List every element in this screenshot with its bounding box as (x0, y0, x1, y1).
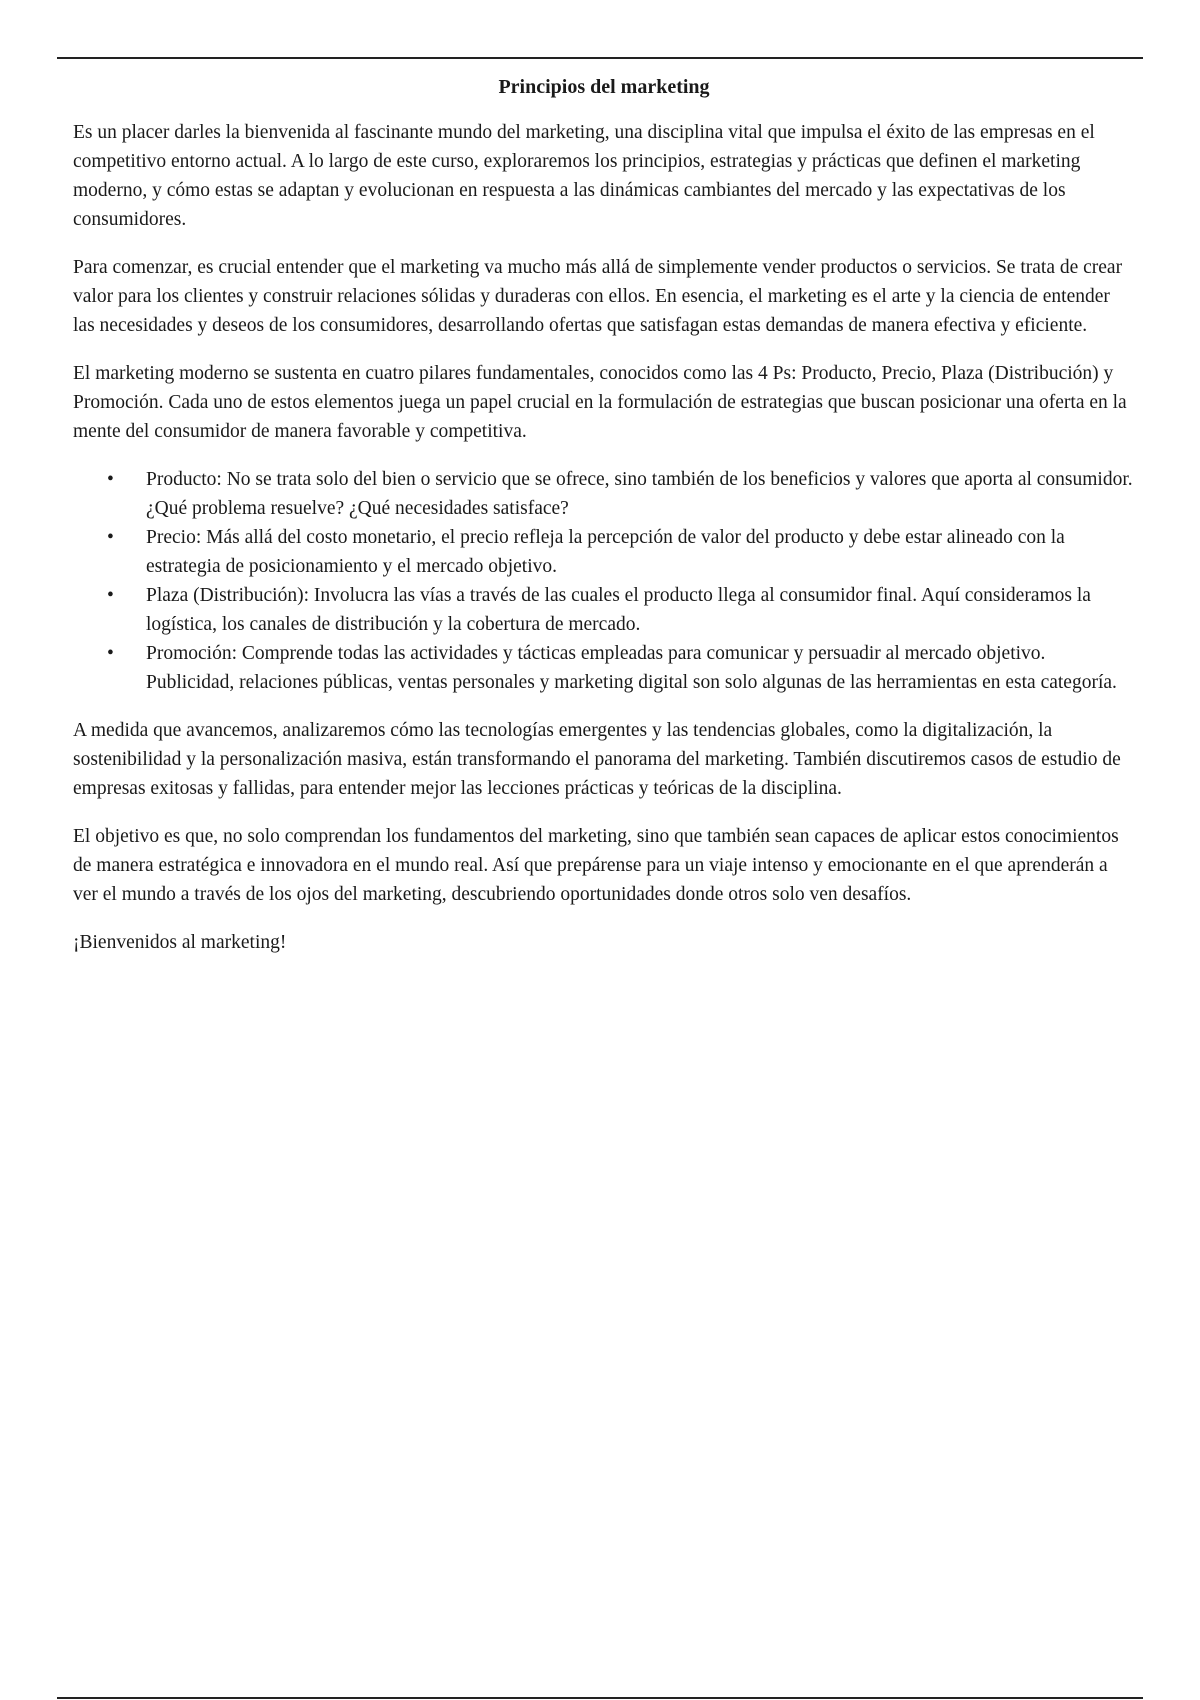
list-item-text: Precio: Más allá del costo monetario, el precio refleja la percepción de valor del producto y debe estar alineado con la estrategia de posicionamiento y el mercado objetivo. (146, 527, 1065, 577)
list-item-plaza (73, 581, 1135, 639)
bullet-icon: • (107, 643, 114, 664)
paragraph-trends: A medida que avancemos, analizaremos cómo las tecnologías emergentes y las tendencias globales, como la digitalización, la sostenibilidad y la personalización masiva, están transformando el panorama del marketing. También discutiremos casos de estudio de empresas exitosas y fallidas, para entender mejor las lecciones prácticas y teóricas de la disciplina. (73, 720, 1121, 799)
list-item-text: Promoción: Comprende todas las actividades y tácticas empleadas para comunicar y persuadir al mercado objetivo. Publicidad, relaciones públicas, ventas personales y marketing digital son solo algunas de las herramientas en esta categoría. (146, 643, 1117, 693)
paragraph-welcome: Es un placer darles la bienvenida al fascinante mundo del marketing, una disciplina vital que impulsa el éxito de las empresas en el competitivo entorno actual. A lo largo de este curso, exploraremos los principios, estrategias y prácticas que definen el marketing moderno, y cómo estas se adaptan y evolucionan en respuesta a las dinámicas cambiantes del mercado y las expectativas de los consumidores. (73, 122, 1095, 230)
bullet-icon: • (107, 527, 114, 548)
document-title: Principios del marketing (498, 76, 710, 98)
paragraph-value: Para comenzar, es crucial entender que el marketing va mucho más allá de simplemente vender productos o servicios. Se trata de crear valor para los clientes y construir relaciones sólidas y duraderas con ellos. En esencia, el marketing es el arte y la ciencia de entender las necesidades y deseos de los consumidores, desarrollando ofertas que satisfagan estas demandas de manera efectiva y eficiente. (73, 257, 1123, 336)
list-item-text: Plaza (Distribución): Involucra las vías a través de las cuales el producto llega al consumidor final. Aquí consideramos la logística, los canales de distribución y la cobertura de mercado. (146, 585, 1091, 635)
bottom-rule (57, 1697, 1143, 1699)
bullet-icon: • (107, 585, 114, 606)
list-item-text: Producto: No se trata solo del bien o servicio que se ofrece, sino también de los beneficios y valores que aporta al consumidor. ¿Qué problema resuelve? ¿Qué necesidades satisface? (146, 469, 1133, 519)
list-item-producto (73, 465, 1135, 523)
list-item-precio (73, 523, 1135, 581)
paragraph-objective: El objetivo es que, no solo comprendan los fundamentos del marketing, sino que también sean capaces de aplicar estos conocimientos de manera estratégica e innovadora en el mundo real. Así que prepárense para un viaje intenso y emocionante en el que aprenderán a ver el mundo a través de los ojos del marketing, descubriendo oportunidades donde otros solo ven desafíos. (73, 826, 1119, 905)
top-rule (57, 57, 1143, 59)
document-body (73, 74, 1135, 976)
paragraph-4ps: El marketing moderno se sustenta en cuatro pilares fundamentales, conocidos como las 4 Ps: Producto, Precio, Plaza (Distribución) y Promoción. Cada uno de estos elementos juega un papel crucial en la formulación de estrategias que buscan posicionar una oferta en la mente del consumidor de manera favorable y competitiva. (73, 363, 1127, 442)
list-item-promocion (73, 639, 1135, 697)
paragraph-closing: ¡Bienvenidos al marketing! (73, 932, 287, 953)
four-ps-list (73, 465, 1135, 697)
bullet-icon: • (107, 469, 114, 490)
